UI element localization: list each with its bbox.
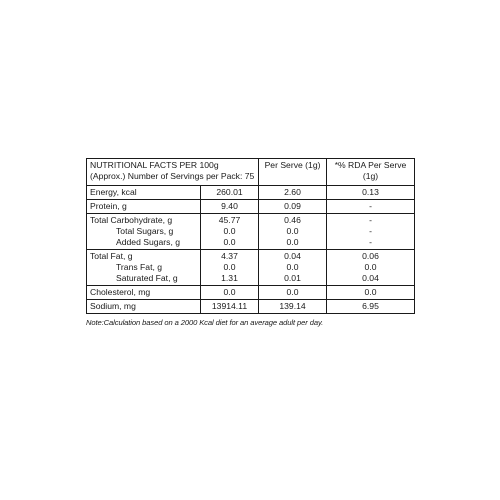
per-serve-value: 0.09: [259, 200, 327, 214]
nutrition-facts-panel: [86, 158, 414, 327]
nutrition-table: [86, 158, 415, 314]
nutrient-label: Sodium, mg: [87, 300, 201, 314]
sub-nutrient-label: Trans Fat, g: [116, 262, 163, 272]
table-row: [87, 186, 415, 200]
sub-nutrient-label: Added Sugars, g: [116, 237, 181, 247]
nutrient-label: Cholesterol, mg: [87, 286, 201, 300]
footnote: Note:Calculation based on a 2000 Kcal diet for an average adult per day.: [86, 318, 324, 327]
nutrient-label: Protein, g: [87, 200, 201, 214]
per-100g-value-group: 4.37 0.0 1.31: [201, 250, 259, 286]
table-row: [87, 250, 415, 286]
per-100g-value: 0.0: [201, 286, 259, 300]
per-100g-value: 260.01: [201, 186, 259, 200]
per-100g-value: 9.40: [201, 200, 259, 214]
table-title: NUTRITIONAL FACTS PER 100g (Approx.): [90, 160, 219, 181]
table-row: [87, 200, 415, 214]
per-serve-header: Per Serve (1g): [259, 159, 327, 186]
rda-header: *% RDA Per Serve (1g): [327, 159, 415, 186]
table-header-row: [87, 159, 415, 186]
per-100g-value: 13914.11: [201, 300, 259, 314]
table-title-cell: [87, 159, 259, 186]
nutrient-label-group: Total Carbohydrate, g Total Sugars, g Added Sugars, g: [87, 214, 201, 250]
servings-per-pack: Number of Servings per Pack: 75: [127, 171, 255, 181]
rda-value: 6.95: [327, 300, 415, 314]
per-100g-value-group: 45.77 0.0 0.0: [201, 214, 259, 250]
sub-nutrient-label: Total Sugars, g: [116, 226, 174, 236]
table-row: [87, 286, 415, 300]
rda-value: 0.13: [327, 186, 415, 200]
rda-value: 0.0: [327, 286, 415, 300]
sub-nutrient-label: Saturated Fat, g: [116, 273, 178, 283]
per-serve-value-group: 0.04 0.0 0.01: [259, 250, 327, 286]
nutrient-label: Energy, kcal: [87, 186, 201, 200]
per-serve-value: 0.0: [259, 286, 327, 300]
table-row: [87, 214, 415, 250]
nutrient-label-group: Total Fat, g Trans Fat, g Saturated Fat, g: [87, 250, 201, 286]
rda-value-group: - - -: [327, 214, 415, 250]
per-serve-value-group: 0.46 0.0 0.0: [259, 214, 327, 250]
table-row: [87, 300, 415, 314]
rda-value: -: [327, 200, 415, 214]
rda-value-group: 0.06 0.0 0.04: [327, 250, 415, 286]
per-serve-value: 2.60: [259, 186, 327, 200]
per-serve-value: 139.14: [259, 300, 327, 314]
